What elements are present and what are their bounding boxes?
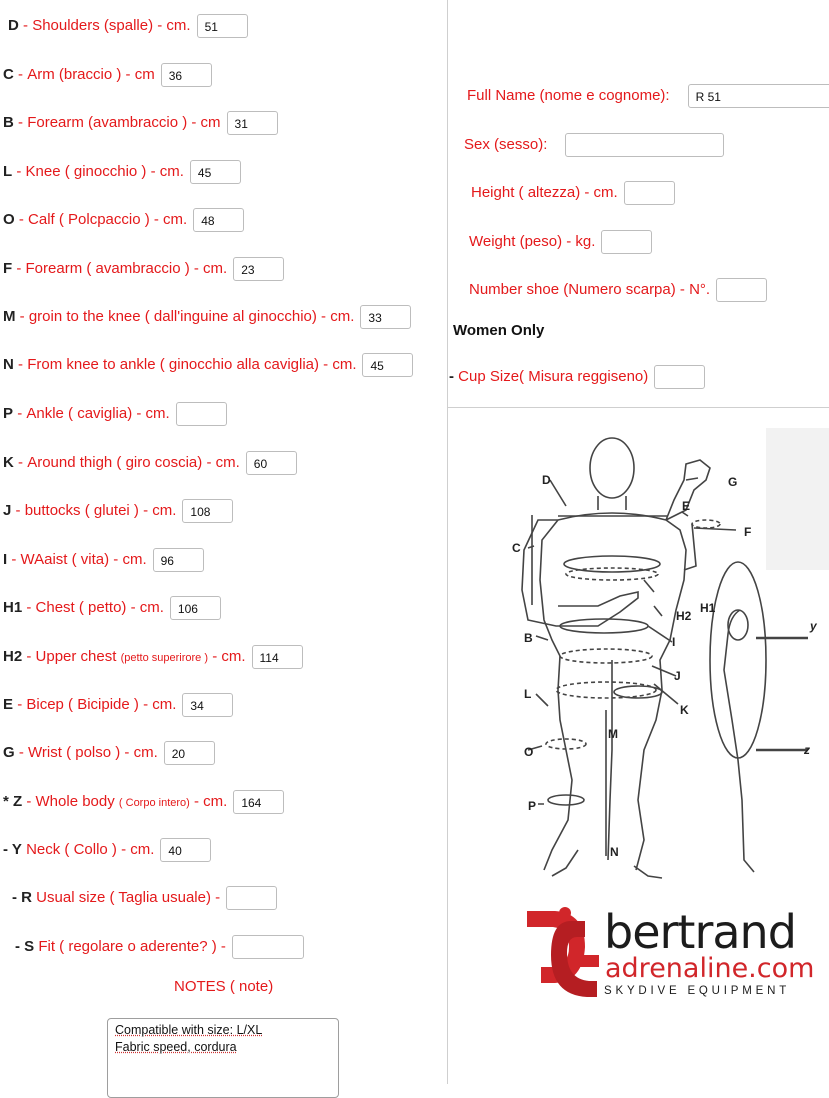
field-upper-chest: H2 - Upper chest (petto superirore ) - cm. 114	[3, 645, 303, 669]
diagram-label: y	[810, 619, 817, 633]
diagram-label: F	[744, 525, 752, 539]
diagram-label: O	[524, 745, 534, 759]
bertrand-logo-mark	[527, 907, 603, 999]
field-neck: - Y Neck ( Collo ) - cm. 40	[3, 838, 211, 862]
field-shoulders: D - Shoulders (spalle) - cm. 51	[8, 14, 248, 38]
diagram-label: M	[608, 727, 618, 741]
usual-size-input[interactable]	[226, 886, 277, 910]
buttocks-input[interactable]: 108	[182, 499, 233, 523]
field-bicep: E - Bicep ( Bicipide ) - cm. 34	[3, 693, 233, 717]
upper-chest-input[interactable]: 114	[252, 645, 303, 669]
calf-input[interactable]: 48	[193, 208, 244, 232]
notes-textarea[interactable]	[107, 1018, 339, 1098]
field-thigh: K - Around thigh ( giro coscia) - cm. 60	[3, 451, 297, 475]
forearm-input[interactable]: 31	[227, 111, 278, 135]
notes-line: Fabric speed, cordura	[115, 1040, 237, 1054]
notes-title: NOTES ( note)	[174, 978, 274, 995]
diagram-label: C	[512, 541, 521, 555]
field-weight: Weight (peso) - kg.	[469, 230, 652, 254]
knee-ankle-input[interactable]: 45	[362, 353, 413, 377]
diagram-label: z	[804, 743, 810, 757]
cup-size-input[interactable]	[654, 365, 705, 389]
groin-knee-input[interactable]: 33	[360, 305, 411, 329]
thigh-input[interactable]: 60	[246, 451, 297, 475]
diagram-label: L	[524, 687, 532, 701]
section-divider	[448, 407, 829, 408]
logo-adrenaline-text: adrenaline.com	[605, 953, 815, 984]
women-only-heading: Women Only	[453, 322, 545, 339]
diagram-label: J	[674, 669, 681, 683]
diagram-label: E	[682, 499, 691, 513]
knee-input[interactable]: 45	[190, 160, 241, 184]
field-forearm-2: F - Forearm ( avambraccio ) - cm. 23	[3, 257, 284, 281]
field-usual-size: - R Usual size ( Taglia usuale) -	[12, 886, 277, 910]
field-calf: O - Calf ( Polcpaccio ) - cm. 48	[3, 208, 244, 232]
diagram-label: G	[728, 475, 738, 489]
field-cup-size: - Cup Size( Misura reggiseno)	[449, 365, 705, 389]
field-wrist: G - Wrist ( polso ) - cm. 20	[3, 741, 215, 765]
field-sex: Sex (sesso):	[464, 133, 724, 157]
whole-body-input[interactable]: 164	[233, 790, 284, 814]
sex-select[interactable]	[565, 133, 724, 157]
wrist-input[interactable]: 20	[164, 741, 215, 765]
field-knee-ankle: N - From knee to ankle ( ginocchio alla caviglia) - cm. 45	[3, 353, 413, 377]
diagram-label: K	[680, 703, 689, 717]
logo-tagline: SKYDIVE EQUIPMENT	[604, 985, 791, 997]
diagram-label: B	[524, 631, 533, 645]
forearm-2-input[interactable]: 23	[233, 257, 284, 281]
field-chest: H1 - Chest ( petto) - cm. 106	[3, 596, 221, 620]
field-full-name: Full Name (nome e cognome): R 51	[467, 84, 829, 108]
field-forearm: B - Forearm (avambraccio ) - cm 31	[3, 111, 278, 135]
shoe-input[interactable]	[716, 278, 767, 302]
body-measurement-diagram	[448, 420, 829, 900]
field-height: Height ( altezza) - cm.	[471, 181, 675, 205]
diagram-label: P	[528, 799, 537, 813]
field-shoe: Number shoe (Numero scarpa) - N°.	[469, 278, 767, 302]
diagram-label: D	[542, 473, 551, 487]
field-knee: L - Knee ( ginocchio ) - cm. 45	[3, 160, 241, 184]
height-input[interactable]	[624, 181, 675, 205]
field-buttocks: J - buttocks ( glutei ) - cm. 108	[3, 499, 233, 523]
diagram-label: I	[672, 635, 676, 649]
weight-input[interactable]	[601, 230, 652, 254]
diagram-label: H1	[700, 601, 716, 615]
chest-input[interactable]: 106	[170, 596, 221, 620]
field-groin-knee: M - groin to the knee ( dall'inguine al ginocchio) - cm. 33	[3, 305, 411, 329]
field-ankle: P - Ankle ( caviglia) - cm.	[3, 402, 227, 426]
neck-input[interactable]: 40	[160, 838, 211, 862]
waist-input[interactable]: 96	[153, 548, 204, 572]
arm-input[interactable]: 36	[161, 63, 212, 87]
bicep-input[interactable]: 34	[182, 693, 233, 717]
full-name-input[interactable]: R 51	[688, 84, 829, 108]
diagram-label: N	[610, 845, 619, 859]
diagram-label: H2	[676, 609, 692, 623]
ankle-input[interactable]	[176, 402, 227, 426]
field-fit: - S Fit ( regolare o aderente? ) -	[15, 935, 304, 959]
shoulders-input[interactable]: 51	[197, 14, 248, 38]
field-waist: I - WAaist ( vita) - cm. 96	[3, 548, 204, 572]
fit-input[interactable]	[232, 935, 304, 959]
logo-bertrand-text: bertrand	[604, 905, 796, 959]
field-arm: C - Arm (braccio ) - cm 36	[3, 63, 212, 87]
notes-line: Compatible with size: L/XL	[115, 1023, 263, 1037]
field-whole-body: * Z - Whole body ( Corpo intero) - cm. 164	[3, 790, 284, 814]
